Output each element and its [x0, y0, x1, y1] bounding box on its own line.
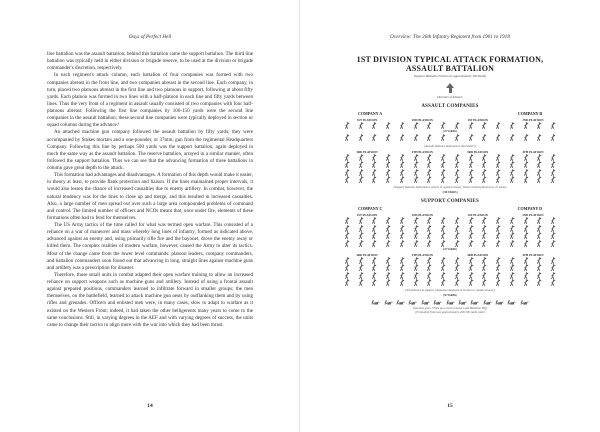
soldier-icon	[399, 176, 405, 183]
soldier-icon	[344, 225, 350, 232]
machine-gun-icon	[421, 300, 430, 305]
soldier-icon	[413, 240, 419, 247]
soldier-icon	[481, 154, 487, 161]
soldier-icon	[358, 217, 364, 224]
soldier-icon	[495, 169, 501, 176]
soldier-icon	[371, 122, 377, 129]
soldier-icon	[536, 169, 542, 176]
soldier-icon	[509, 122, 515, 129]
machine-gun-icon	[520, 300, 529, 305]
page-number-left: 14	[147, 403, 153, 409]
soldier-icon	[495, 134, 501, 141]
soldier-icon	[358, 257, 364, 264]
machine-gun-icon	[446, 300, 455, 305]
paragraph: This formation had advantages and disadvantages. A formation of this depth would make it easier, in theory at least, to provide flank protection and liaison. If the lines maintained proper intervals, it would also lessen the chance of increased casualties due to enemy artillery. In combat, however, the natural tendency was for the lines to close up and merge, and this resulted in increased casualties. Also, a large number of men spread out over such a large area compounded problems of command and control. The limited number of officers and NCOs meant that, once under fire, elements of these formations often had to fend for themselves.	[47, 172, 253, 221]
soldier-icon	[413, 154, 419, 161]
soldier-icon	[371, 225, 377, 232]
soldier-icon	[468, 240, 474, 247]
paragraph: In each regiment's attack column, each battalion of four companies was formed with two companies abreast in the front line, and two companies abreast in the second line. Each company, in turn, placed two platoons abreast in the first line and two platoons in support, following at about fifty yards. Each platoon was formed in two lines with a half-platoon in each line and fifty yards between lines. Thus the very front of a regiment in assault usually consisted of two companies with four half-platoons abreast. Following the first line companies by 100-150 yards were the second line companies in the assault battalion; these second line companies were typically deployed in section or squad columns during the advance.¹	[47, 72, 253, 129]
soldier-icon	[495, 161, 501, 168]
soldier-icon	[358, 279, 364, 286]
support-companies-labels: COMPANY C COMPANY D	[358, 206, 542, 212]
soldier-icon	[399, 225, 405, 232]
soldier-icon	[413, 279, 419, 286]
machine-gun-icon	[470, 300, 479, 305]
soldier-icon	[509, 257, 515, 264]
soldier-icon	[399, 279, 405, 286]
soldier-icon	[385, 257, 391, 264]
paragraph: Therefore, those small units in combat adapted their open warfare training to allow an increased reliance on support weapons such as machine guns and artillery. Instead of using a frontal assault against prepared positions, commanders learned to infiltrate forward in smaller groups; the men themselves, on the battlefield, learned to attack machine gun nests by outflanking them and by using rifles and grenades. Officers and enlisted men were, in many cases, slow to adapt to warfare as it existed on the Western Front; indeed, it had taken the other belligerents many years to come to the same conclusions. Still, in varying degrees in the AEF and with varying degrees of success, the units came to change their tactics to align more with the war into which they had been thrust.	[47, 271, 253, 328]
soldier-icon	[509, 225, 515, 232]
formation-diagram	[330, 55, 570, 314]
soldier-icon	[358, 134, 364, 141]
running-head-right: Overview: The 26th Infantry Regiment from 1901 to 1918	[390, 34, 510, 40]
soldier-icon	[399, 161, 405, 168]
soldier-icon	[523, 176, 529, 183]
support-platoon-note: (Support platoons deployed in section or squad columns; follow assault platoons by 25 yards)	[393, 185, 507, 190]
paragraph: The US Army tactics of the time called for what was termed open warfare. This consisted of a reliance on a war of maneuver and mass whereby long lines of infantry, formed as indicated above, advanced against an enemy and, using primarily rifle fire and the bayonet, drove the enemy away or killed them. The complex realities of modern warfare, however, caused the Army to alter its tactics. Most of the change came from the lower level commands: platoon leaders, company commanders, and battalion commanders soon found out that advancing in long, straight lines against machine guns and artillery was a prescription for disaster.	[47, 222, 253, 271]
soldier-icon	[509, 240, 515, 247]
soldier-icon	[344, 279, 350, 286]
soldier-icon	[385, 176, 391, 183]
soldier-icon	[481, 176, 487, 183]
soldier-icon	[426, 257, 432, 264]
soldier-icon	[536, 176, 542, 183]
soldier-icon	[426, 240, 432, 247]
soldier-icons	[330, 154, 570, 184]
frontage-note: (Formation front was approximately 400-500 yards wide)	[415, 310, 485, 315]
soldier-icon	[550, 232, 556, 239]
soldier-icon	[536, 240, 542, 247]
paragraph: line battalion was the assault battalion; behind this battalion came the support battalion. The third line battalion was typically held in either division or brigade reserve, to be used at the division or brigade commander's discretion, respectively.	[47, 51, 253, 72]
soldier-icon	[413, 232, 419, 239]
soldier-icon	[413, 264, 419, 271]
soldier-icon	[426, 169, 432, 176]
machine-gun-icons	[330, 300, 570, 305]
soldier-icon	[481, 279, 487, 286]
soldier-icon	[371, 176, 377, 183]
soldier-icon	[399, 272, 405, 279]
soldier-icon	[454, 122, 460, 129]
soldier-icon	[481, 264, 487, 271]
soldier-icon	[454, 272, 460, 279]
soldier-icon	[344, 240, 350, 247]
support-note: (All platoons in support companies deployed in section or squad columns)	[405, 288, 495, 293]
soldier-icon	[536, 264, 542, 271]
soldier-icon	[481, 232, 487, 239]
soldier-icon	[358, 122, 364, 129]
soldier-icon	[440, 161, 446, 168]
soldier-icon	[454, 134, 460, 141]
gap-label: (25 YARDS)	[443, 130, 457, 134]
soldier-icon	[399, 169, 405, 176]
soldier-icon	[358, 232, 364, 239]
platoon-labels: 1ST PLATOON 2ND PLATOON 1ST PLATOON 2ND PLATOON	[356, 118, 544, 122]
platoon-labels: 1ST PLATOON 2ND PLATOON 1ST PLATOON 2ND PLATOON	[356, 213, 544, 218]
soldier-icon	[454, 176, 460, 183]
soldier-icon	[426, 217, 432, 224]
soldier-icon	[495, 217, 501, 224]
soldier-icon	[454, 240, 460, 247]
soldier-icon	[371, 279, 377, 286]
soldier-icon	[523, 279, 529, 286]
platoon-labels: 3RD PLATOON 4TH PLATOON 3RD PLATOON 4TH PLATOON	[356, 252, 544, 257]
soldier-icon	[468, 169, 474, 176]
soldier-icon	[399, 264, 405, 271]
soldier-icon	[454, 264, 460, 271]
soldier-icon	[550, 225, 556, 232]
soldier-icon	[454, 279, 460, 286]
soldier-icon	[536, 217, 542, 224]
soldier-icon	[440, 264, 446, 271]
soldier-icon	[468, 232, 474, 239]
soldier-icon	[426, 232, 432, 239]
soldier-icon	[468, 161, 474, 168]
support-heading: SUPPORT COMPANIES	[421, 199, 479, 205]
soldier-icon	[481, 134, 487, 141]
soldier-icon	[536, 134, 542, 141]
machine-gun-icon	[384, 300, 393, 305]
soldier-icon	[454, 225, 460, 232]
soldier-icon	[481, 122, 487, 129]
soldier-icon	[358, 264, 364, 271]
soldier-icon	[550, 161, 556, 168]
soldier-icon	[536, 279, 542, 286]
soldier-icon	[344, 134, 350, 141]
soldier-icon	[509, 169, 515, 176]
soldier-icon	[413, 176, 419, 183]
soldier-icon	[440, 279, 446, 286]
soldier-icon	[413, 169, 419, 176]
soldier-icon	[426, 279, 432, 286]
soldier-icon	[536, 154, 542, 161]
soldier-icon	[399, 134, 405, 141]
soldier-icon	[550, 264, 556, 271]
assault-heading: ASSAULT COMPANIES	[421, 104, 479, 109]
soldier-icon	[344, 122, 350, 129]
soldier-icon	[468, 154, 474, 161]
soldier-icon	[344, 272, 350, 279]
body-text	[47, 51, 253, 329]
machine-gun-icon	[458, 300, 467, 305]
soldier-icon	[550, 169, 556, 176]
soldier-icon	[358, 169, 364, 176]
soldier-icon	[413, 122, 419, 129]
machine-gun-icon	[483, 300, 492, 305]
soldier-icon	[385, 225, 391, 232]
soldier-icon	[371, 161, 377, 168]
soldier-icon	[440, 134, 446, 141]
soldier-icon	[523, 257, 529, 264]
soldier-icon	[550, 279, 556, 286]
soldier-icon	[399, 257, 405, 264]
soldier-icon	[440, 225, 446, 232]
soldier-icon	[468, 134, 474, 141]
machine-gun-icon	[371, 300, 380, 305]
soldier-icon	[468, 264, 474, 271]
soldier-icon	[523, 134, 529, 141]
soldier-icon	[344, 176, 350, 183]
soldier-icon	[550, 272, 556, 279]
mg-note: (machine guns, 37mm gun, trench mortars and Battalion HQ)	[412, 306, 488, 311]
platoon-labels: 3RD PLATOON 4TH PLATOON 3RD PLATOON 4TH PLATOON	[356, 149, 544, 154]
figure-subtitle: (Support Battalion Follows by approximately 500 Yards)	[413, 74, 487, 78]
soldier-icon	[495, 122, 501, 129]
soldier-icon	[454, 217, 460, 224]
soldier-icon	[385, 240, 391, 247]
soldier-icon	[371, 257, 377, 264]
soldier-icon	[413, 134, 419, 141]
soldier-icon	[413, 217, 419, 224]
soldier-icon	[509, 272, 515, 279]
soldier-icon	[440, 169, 446, 176]
soldier-icons	[330, 134, 570, 141]
soldier-icons	[330, 217, 570, 247]
soldier-icons	[330, 122, 570, 129]
soldier-icon	[495, 264, 501, 271]
soldier-icon	[468, 272, 474, 279]
soldier-icon	[440, 240, 446, 247]
soldier-icon	[509, 134, 515, 141]
soldier-icon	[509, 154, 515, 161]
direction-label: Direction of Advance	[437, 95, 463, 99]
soldier-icon	[468, 225, 474, 232]
soldier-icon	[385, 279, 391, 286]
soldier-icon	[509, 264, 515, 271]
soldier-icon	[550, 240, 556, 247]
soldier-icon	[413, 272, 419, 279]
soldier-icon	[523, 240, 529, 247]
soldier-icon	[399, 232, 405, 239]
soldier-icon	[481, 225, 487, 232]
page-number-right: 15	[447, 403, 453, 409]
soldier-icon	[481, 257, 487, 264]
soldier-icon	[536, 161, 542, 168]
soldier-icon	[481, 217, 487, 224]
soldier-icon	[399, 217, 405, 224]
soldier-icon	[454, 169, 460, 176]
soldier-icon	[454, 161, 460, 168]
soldier-icon	[426, 154, 432, 161]
soldier-icon	[454, 257, 460, 264]
soldier-icon	[536, 122, 542, 129]
soldier-icon	[358, 176, 364, 183]
soldier-icon	[495, 225, 501, 232]
soldier-icon	[426, 225, 432, 232]
gap-label: (25 YARDS)	[443, 247, 457, 251]
soldier-icon	[495, 272, 501, 279]
soldier-icon	[426, 161, 432, 168]
machine-gun-icon	[433, 300, 442, 305]
soldier-icon	[523, 217, 529, 224]
soldier-icon	[481, 240, 487, 247]
soldier-icon	[509, 176, 515, 183]
soldier-icon	[523, 122, 529, 129]
soldier-icon	[440, 154, 446, 161]
soldier-icon	[550, 257, 556, 264]
soldier-icon	[550, 154, 556, 161]
paragraph: An attached machine gun company followed the assault battalion by fifty yards; they were accompanied by Stokes mortars and a one-pounder, or 37mm, gun from the regimental Headquarters Company. Following this line by perhaps 500 yards was the support battalion, again deployed in much the same way as the assault battalion. The reserve battalion, arrayed in a similar manner, often followed the support battalion. Thus we can see that the advancing formation of three battalions in column gave great depth to the attack.	[47, 129, 253, 171]
soldier-icon	[371, 272, 377, 279]
soldier-icon	[385, 217, 391, 224]
soldier-icon	[523, 161, 529, 168]
soldier-icon	[523, 232, 529, 239]
machine-gun-icon	[507, 300, 516, 305]
soldier-icon	[385, 161, 391, 168]
soldier-icon	[523, 264, 529, 271]
soldier-icon	[550, 122, 556, 129]
soldier-icon	[371, 134, 377, 141]
soldier-icon	[454, 154, 460, 161]
soldier-icon	[344, 264, 350, 271]
soldier-icon	[385, 154, 391, 161]
soldier-icon	[454, 232, 460, 239]
soldier-icon	[495, 176, 501, 183]
soldier-icon	[550, 176, 556, 183]
assault-note: (Assault platoons deployed as skirmishers)	[424, 143, 476, 148]
soldier-icon	[495, 279, 501, 286]
soldier-icon	[399, 122, 405, 129]
soldier-icon	[481, 169, 487, 176]
soldier-icon	[536, 257, 542, 264]
soldier-icon	[385, 134, 391, 141]
soldier-icon	[426, 122, 432, 129]
soldier-icon	[371, 169, 377, 176]
soldier-icon	[495, 154, 501, 161]
machine-gun-icon	[396, 300, 405, 305]
soldier-icon	[385, 272, 391, 279]
soldier-icon	[358, 154, 364, 161]
soldier-icon	[413, 225, 419, 232]
soldier-icon	[358, 240, 364, 247]
soldier-icon	[440, 122, 446, 129]
machine-gun-icon	[408, 300, 417, 305]
soldier-icons	[330, 257, 570, 287]
soldier-icon	[481, 161, 487, 168]
soldier-icon	[440, 217, 446, 224]
soldier-icon	[468, 279, 474, 286]
soldier-icon	[344, 257, 350, 264]
soldier-icon	[358, 225, 364, 232]
gap-label: (50 YARDS)	[443, 294, 457, 298]
gap-label: (100 YARDS)	[442, 191, 458, 195]
soldier-icon	[509, 217, 515, 224]
figure-title: 1ST DIVISION TYPICAL ATTACK FORMATION, ASSAULT BATTALION	[356, 55, 544, 73]
soldier-icon	[426, 176, 432, 183]
machine-gun-icon	[495, 300, 504, 305]
arrow-up-icon	[330, 83, 570, 93]
soldier-icon	[481, 272, 487, 279]
soldier-icon	[440, 232, 446, 239]
soldier-icon	[413, 161, 419, 168]
soldier-icon	[550, 134, 556, 141]
soldier-icon	[440, 176, 446, 183]
soldier-icon	[426, 272, 432, 279]
right-page	[300, 0, 600, 432]
soldier-icon	[536, 272, 542, 279]
soldier-icon	[523, 272, 529, 279]
soldier-icon	[495, 232, 501, 239]
soldier-icon	[385, 169, 391, 176]
soldier-icon	[371, 264, 377, 271]
soldier-icon	[344, 169, 350, 176]
soldier-icon	[385, 122, 391, 129]
soldier-icon	[468, 217, 474, 224]
soldier-icon	[509, 232, 515, 239]
soldier-icon	[440, 272, 446, 279]
soldier-icon	[509, 161, 515, 168]
soldier-icon	[426, 134, 432, 141]
soldier-icon	[426, 264, 432, 271]
soldier-icon	[371, 217, 377, 224]
soldier-icon	[536, 225, 542, 232]
soldier-icon	[468, 257, 474, 264]
soldier-icon	[523, 169, 529, 176]
soldier-icon	[523, 154, 529, 161]
soldier-icon	[385, 232, 391, 239]
soldier-icon	[371, 154, 377, 161]
soldier-icon	[385, 264, 391, 271]
soldier-icon	[468, 176, 474, 183]
soldier-icon	[371, 232, 377, 239]
soldier-icon	[344, 232, 350, 239]
running-head-left: Days of Perfect Hell	[128, 34, 172, 40]
soldier-icon	[344, 154, 350, 161]
soldier-icon	[495, 257, 501, 264]
soldier-icon	[399, 240, 405, 247]
soldier-icon	[358, 161, 364, 168]
soldier-icon	[344, 217, 350, 224]
soldier-icon	[509, 279, 515, 286]
soldier-icon	[371, 240, 377, 247]
soldier-icon	[536, 232, 542, 239]
soldier-icon	[358, 272, 364, 279]
soldier-icon	[399, 154, 405, 161]
soldier-icon	[495, 240, 501, 247]
soldier-icon	[523, 225, 529, 232]
assault-companies-labels: COMPANY A COMPANY B	[358, 111, 542, 116]
soldier-icon	[440, 257, 446, 264]
soldier-icon	[468, 122, 474, 129]
soldier-icon	[413, 257, 419, 264]
soldier-icon	[550, 217, 556, 224]
soldier-icon	[344, 161, 350, 168]
